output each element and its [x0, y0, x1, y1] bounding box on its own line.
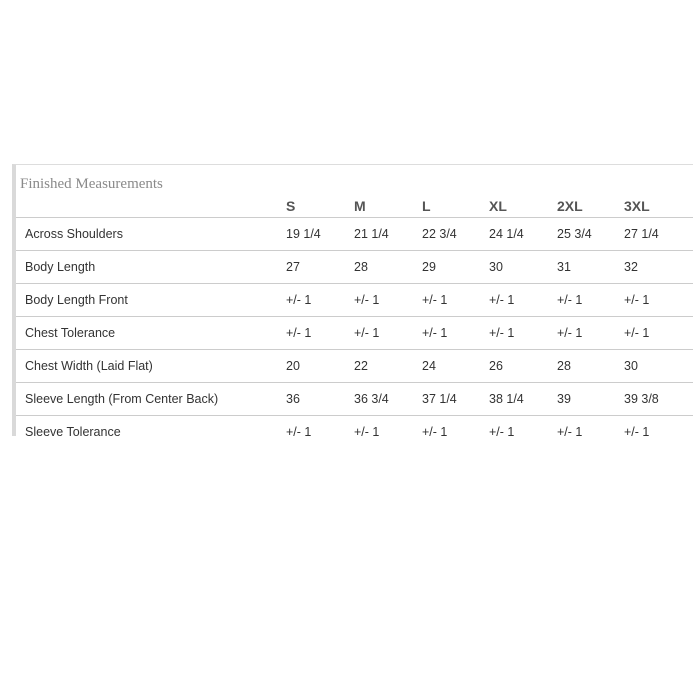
cell-value: 24	[422, 350, 489, 383]
table-row	[16, 218, 693, 251]
cell-value: +/- 1	[286, 317, 354, 350]
cell-value: +/- 1	[489, 284, 557, 317]
cell-value: +/- 1	[354, 317, 422, 350]
cell-value: 30	[624, 350, 693, 383]
size-chart-table	[16, 195, 693, 448]
cell-value: +/- 1	[422, 317, 489, 350]
cell-value: +/- 1	[624, 425, 650, 439]
cell-value: +/- 1	[557, 317, 624, 350]
table-row	[16, 317, 693, 350]
table-row	[16, 350, 693, 383]
row-label: Sleeve Tolerance	[25, 425, 121, 439]
measurements-panel	[12, 164, 693, 439]
header-size-3xl: 3XL	[624, 195, 693, 218]
cell-value: 26	[489, 350, 557, 383]
cell-value: +/- 1	[624, 284, 693, 317]
cell-value: +/- 1	[624, 317, 693, 350]
cell-value: +/- 1	[286, 425, 312, 439]
cell-value: 20	[286, 350, 354, 383]
cell-value: +/- 1	[422, 425, 448, 439]
header-measurement	[16, 195, 286, 218]
cell-value: 32	[624, 251, 693, 284]
cell-value: 21 1/4	[354, 218, 422, 251]
cell-value: 22	[354, 350, 422, 383]
cell-value: 28	[354, 251, 422, 284]
table-row	[16, 251, 693, 284]
row-label: Body Length	[16, 251, 286, 284]
table-row	[16, 383, 693, 416]
cell-value: 36 3/4	[354, 383, 422, 416]
header-size-s: S	[286, 195, 354, 218]
header-size-m: M	[354, 195, 422, 218]
cell-value: 27	[286, 251, 354, 284]
cell-value: +/- 1	[354, 425, 380, 439]
header-size-xl: XL	[489, 195, 557, 218]
cell-value: +/- 1	[354, 284, 422, 317]
cell-value: 39 3/8	[624, 383, 693, 416]
cell-value: 30	[489, 251, 557, 284]
cell-value: 19 1/4	[286, 218, 354, 251]
cell-value: 29	[422, 251, 489, 284]
cell-value: 39	[557, 383, 624, 416]
cell-value: +/- 1	[557, 284, 624, 317]
table-row	[16, 284, 693, 317]
cell-value: 31	[557, 251, 624, 284]
cell-value: 22 3/4	[422, 218, 489, 251]
cell-value: +/- 1	[489, 425, 515, 439]
header-size-l: L	[422, 195, 489, 218]
cell-value: 38 1/4	[489, 383, 557, 416]
cell-value: +/- 1	[557, 425, 583, 439]
cell-value: 28	[557, 350, 624, 383]
header-size-2xl: 2XL	[557, 195, 624, 218]
cell-value: +/- 1	[286, 284, 354, 317]
cell-value: 37 1/4	[422, 383, 489, 416]
row-label: Chest Tolerance	[16, 317, 286, 350]
row-label: Body Length Front	[16, 284, 286, 317]
row-label: Chest Width (Laid Flat)	[16, 350, 286, 383]
row-label: Sleeve Length (From Center Back)	[16, 383, 286, 416]
cell-value: 24 1/4	[489, 218, 557, 251]
table-caption: Finished Measurements	[20, 176, 163, 192]
header-row	[16, 195, 693, 218]
cell-value: 36	[286, 383, 354, 416]
cell-value: 27 1/4	[624, 218, 693, 251]
cell-value: +/- 1	[422, 284, 489, 317]
cell-value: +/- 1	[489, 317, 557, 350]
table-row	[16, 416, 693, 449]
row-label: Across Shoulders	[16, 218, 286, 251]
cell-value: 25 3/4	[557, 218, 624, 251]
